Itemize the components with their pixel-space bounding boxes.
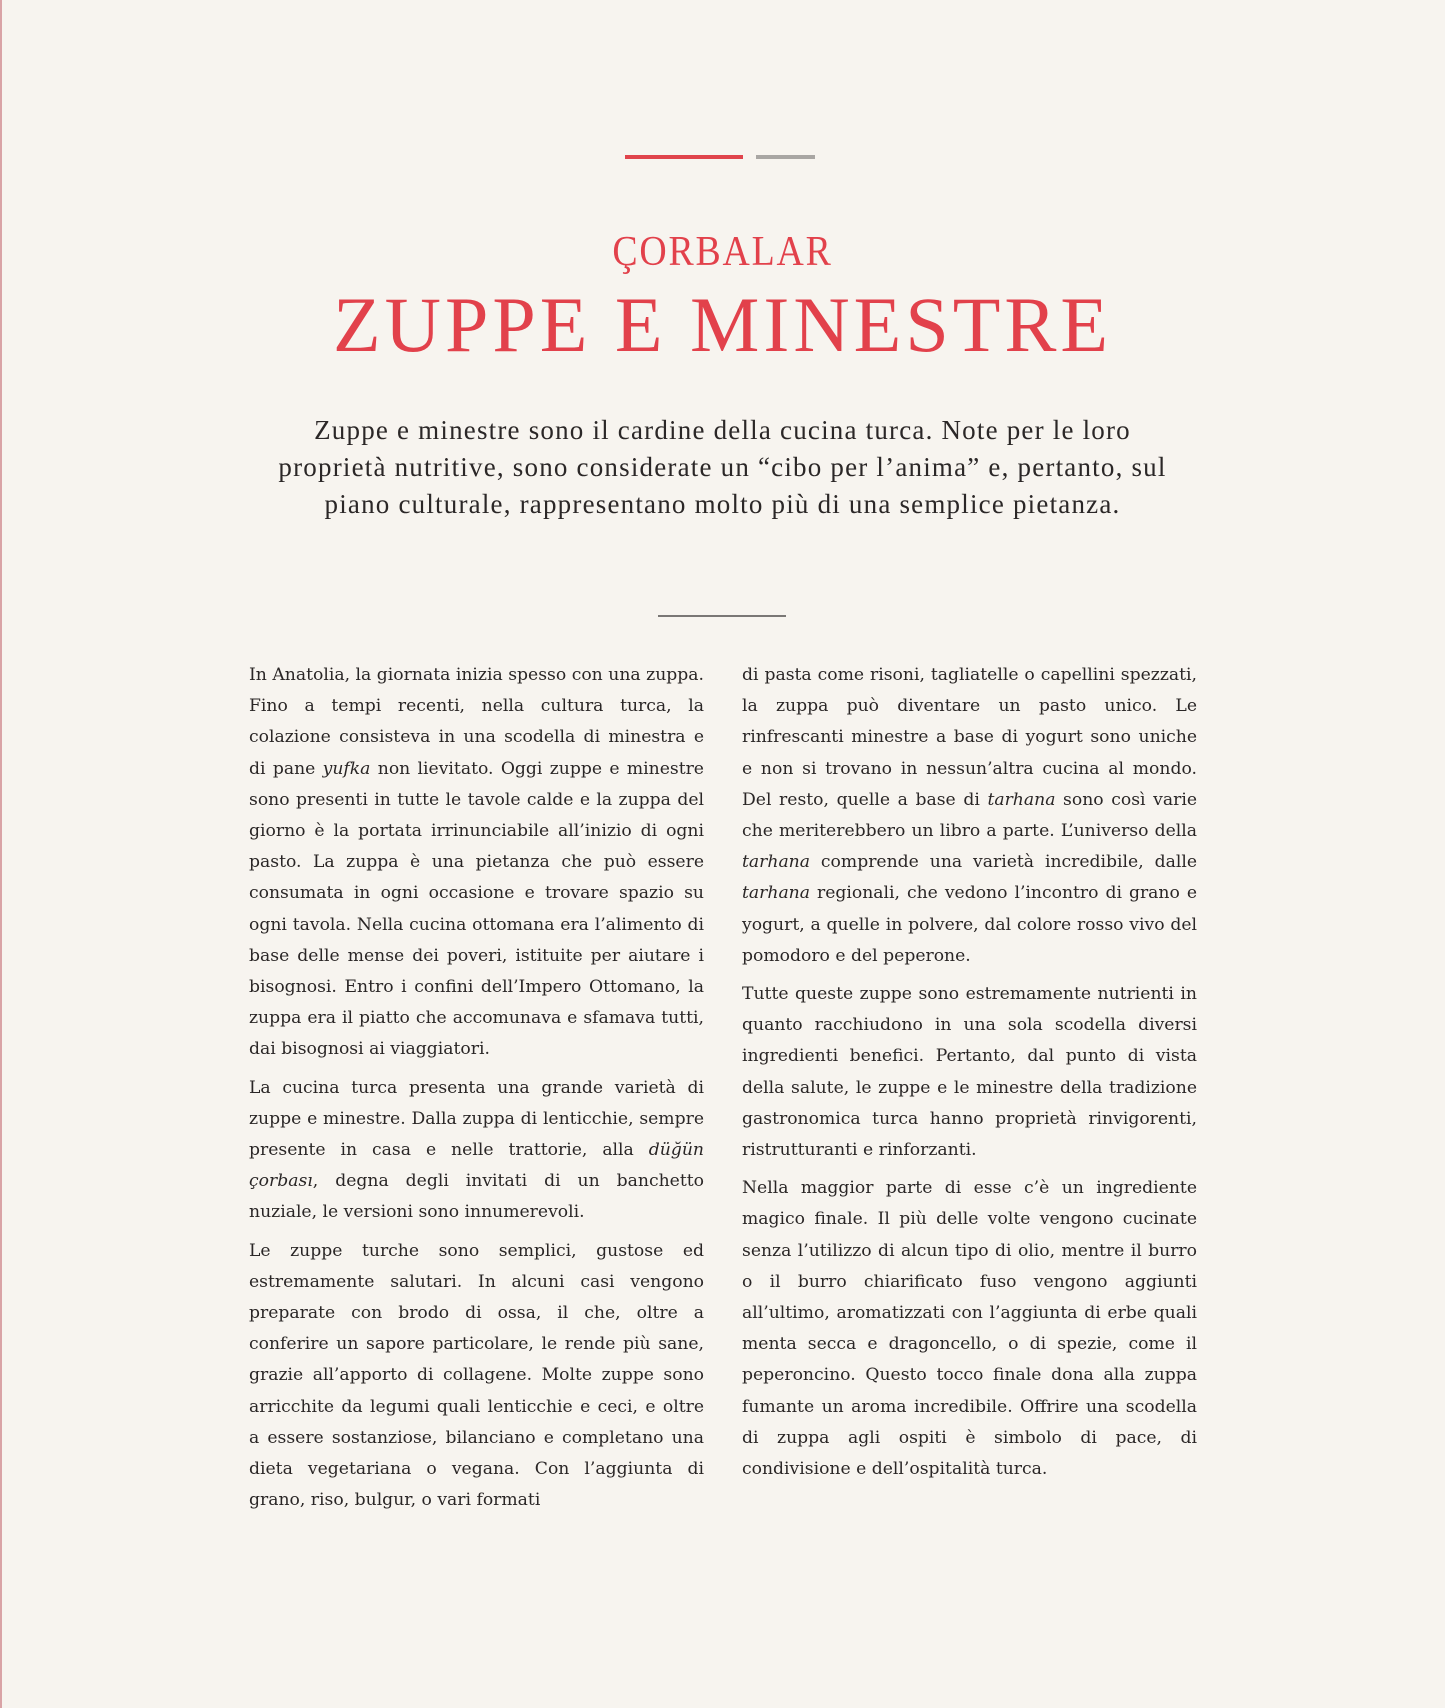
emphasis-term: tarhana bbox=[742, 852, 811, 873]
lead-paragraph: Zuppe e minestre sono il cardine della cucina turca. Note per le loro proprietà nutritive, sono considerate un “cibo per l’anima” e, pertanto, sul piano culturale, rappresentano molto più di una semplice pietanza. bbox=[278, 415, 1167, 519]
emphasis-term: yufka bbox=[322, 758, 371, 779]
section-kicker: ÇORBALAR bbox=[612, 229, 833, 275]
body-paragraph: Le zuppe turche sono semplici, gustose ed estremamente salutari. In alcuni casi vengono preparate con brodo di ossa, il che, oltre a conferire un sapore particolare, le rende più sane, grazie all’apporto di collagene. Molte zuppe sono arricchite da legumi quali lenticchie e ceci, e oltre a essere sostanziose, bilanciano e completano una dieta vegetariana o vegana. Con l’aggiunta di grano, riso, bulgur, o vari formati bbox=[249, 1240, 704, 1511]
body-paragraph: La cucina turca presenta una grande varietà di zuppe e minestre. Dalla zuppa di lenticchie, sempre presente in casa e nelle trattorie, alla düğün çorbası, degna degli invitati di un banchetto nuziale, le versioni sono innumerevoli. bbox=[249, 1077, 704, 1223]
decorative-rule-red bbox=[625, 155, 743, 159]
body-paragraph: di pasta come risoni, tagliatelle o capellini spezzati, la zuppa può diventare un pasto unico. Le rinfrescanti minestre a base di yogurt sono uniche e non si trovano in nessun’altra cucina al mondo. Del resto, quelle a base di tarhana sono così varie che meriterebbero un libro a parte. L’universo della tarhana comprende una varietà incredibile, dalle tarhana regionali, che vedono l’incontro di grano e yogurt, a quelle in polvere, dal colore rosso vivo del pomodoro e del peperone. bbox=[742, 665, 1197, 966]
body-column-left bbox=[249, 660, 704, 1523]
page-title: ZUPPE E MINESTRE bbox=[332, 281, 1113, 368]
section-divider bbox=[658, 615, 786, 617]
emphasis-term: tarhana bbox=[742, 883, 811, 904]
body-paragraph: Nella maggior parte di esse c’è un ingrediente magico finale. Il più delle volte vengono cucinate senza l’utilizzo di alcun tipo di olio, mentre il burro o il burro chiarificato fuso vengono aggiunti all’ultimo, aromatizzati con l’aggiunta di erbe quali menta secca e dragoncello, o di spezie, come il peperoncino. Questo tocco finale dona alla zuppa fumante un aroma incredibile. Offrire una scodella di zuppa agli ospiti è simbolo di pace, di condivisione e dell’ospitalità turca. bbox=[742, 1178, 1197, 1480]
body-paragraph: In Anatolia, la giornata inizia spesso con una zuppa. Fino a tempi recenti, nella cultura turca, la colazione consisteva in una scodella di minestra e di pane yufka non lievitato. Oggi zuppe e minestre sono presenti in tutte le tavole calde e la zuppa del giorno è la portata irrinunciabile all’inizio di ogni pasto. La zuppa è una pietanza che può essere consumata in ogni occasione e trovare spazio su ogni tavola. Nella cucina ottomana era l’alimento di base delle mense dei poveri, istituite per aiutare i bisognosi. Entro i confini dell’Impero Ottomano, la zuppa era il piatto che accomunava e sfamava tutti, dai bisognosi ai viaggiatori. bbox=[249, 665, 704, 1060]
page-edge-line bbox=[0, 0, 2, 1708]
decorative-rule-grey bbox=[756, 155, 815, 159]
emphasis-term: tarhana bbox=[987, 789, 1056, 810]
body-column-right bbox=[742, 660, 1197, 1492]
body-paragraph: Tutte queste zuppe sono estremamente nutrienti in quanto racchiudono in una sola scodella diversi ingredienti benefici. Pertanto, dal punto di vista della salute, le zuppe e le minestre della tradizione gastronomica turca hanno proprietà rinvigorenti, ristrutturanti e rinforzanti. bbox=[742, 984, 1197, 1161]
emphasis-term: düğün çorbası bbox=[249, 1140, 704, 1192]
